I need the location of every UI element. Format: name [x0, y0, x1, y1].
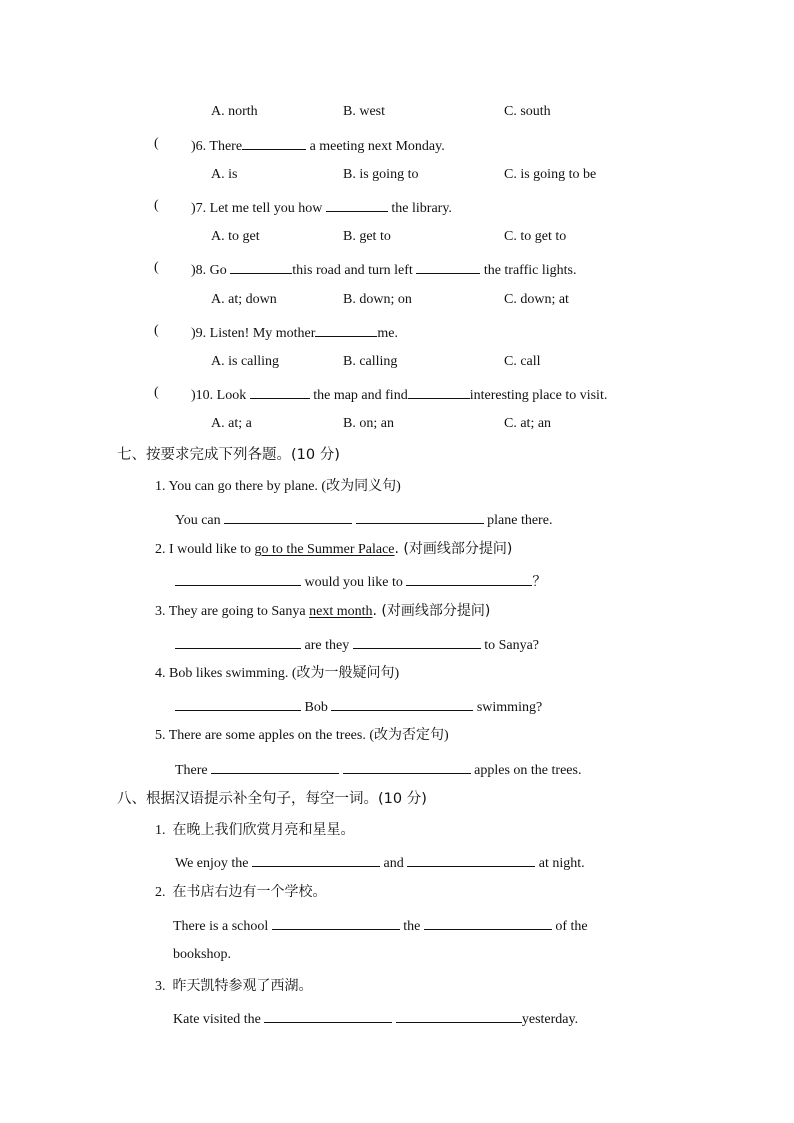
s7-item-5-answer [175, 759, 581, 780]
s7-item-2-answer [175, 571, 546, 592]
s8-item-3-number: 3. [155, 979, 166, 994]
q9-option-b: B. calling [343, 354, 398, 369]
s7-item-5-text: There [175, 763, 212, 778]
s8-item-3-blank-2[interactable] [396, 1008, 522, 1023]
q7-text: )7. Let me tell you how [191, 201, 326, 216]
s7-item-4-text: Bob [301, 700, 332, 715]
s8-item-1-chinese: 在晚上我们欣赏月亮和星星。 [172, 822, 355, 838]
q9-stem [191, 322, 398, 343]
q6-option-c: C. is going to be [504, 167, 597, 182]
s8-item-3-prompt [155, 977, 313, 996]
q5-option-a: A. north [211, 104, 258, 119]
s8-item-2-answer [173, 915, 588, 936]
s7-item-1-blank-2[interactable] [356, 509, 484, 524]
q9-paren: ( [154, 323, 159, 338]
s8-item-2-number: 2. [155, 885, 166, 900]
q9-text-end: me. [377, 326, 399, 341]
s7-item-1-text: You can [175, 513, 225, 528]
s7-item-2-blank-1[interactable] [175, 571, 301, 586]
q6-option-b: B. is going to [343, 167, 419, 182]
s7-item-3-blank-2[interactable] [353, 634, 481, 649]
s7-item-1-blank-1[interactable] [224, 509, 352, 524]
q6-stem [191, 135, 445, 156]
q9-blank[interactable] [315, 322, 377, 337]
q9-option-a: A. is calling [211, 354, 280, 369]
s7-item-3-instruction: . (对画线部分提问) [372, 603, 491, 619]
s8-item-1-number: 1. [155, 823, 166, 838]
q10-paren: ( [154, 385, 159, 400]
s8-item-2-answer-cont: bookshop. [173, 947, 231, 962]
s8-item-3-answer [173, 1008, 578, 1029]
section-7-title: 七、按要求完成下列各题。(10 分) [117, 447, 340, 463]
s7-item-3-text: 3. They are going to Sanya [155, 604, 310, 619]
q7-option-b: B. get to [343, 229, 391, 244]
q8-text: )8. Go [191, 263, 231, 278]
s8-item-2-blank-2[interactable] [424, 915, 552, 930]
q7-stem [191, 197, 452, 218]
q6-blank[interactable] [242, 135, 306, 150]
s7-item-1-text-end: plane there. [483, 513, 553, 528]
s8-item-1-answer [175, 852, 585, 873]
q8-blank-1[interactable] [230, 259, 292, 274]
q8-option-c: C. down; at [504, 292, 569, 307]
q8-option-a: A. at; down [211, 292, 277, 307]
q8-paren: ( [154, 260, 159, 275]
s7-item-2-text: would you like to [301, 575, 407, 590]
q8-text-mid: this road and turn left [292, 263, 417, 278]
s7-item-5-blank-1[interactable] [211, 759, 339, 774]
s8-item-1-blank-2[interactable] [407, 852, 535, 867]
q8-text-end: the traffic lights. [480, 263, 577, 278]
s7-item-4-blank-1[interactable] [175, 696, 301, 711]
s7-item-2-blank-2[interactable] [406, 571, 532, 586]
q6-text-end: a meeting next Monday. [306, 139, 445, 154]
q7-option-c: C. to get to [504, 229, 567, 244]
s8-item-1-text: We enjoy the [175, 856, 253, 871]
q6-text: )6. There [191, 139, 243, 154]
s8-item-1-blank-1[interactable] [252, 852, 380, 867]
s8-item-3-text: Kate visited the [173, 1012, 265, 1027]
s8-item-1-text-mid: and [380, 856, 408, 871]
q6-option-a: A. is [211, 167, 238, 182]
q10-blank-1[interactable] [250, 384, 310, 399]
q10-text-end: interesting place to visit. [469, 388, 608, 403]
s8-item-2-text-end: of the [551, 919, 588, 934]
q9-text: )9. Listen! My mother [191, 326, 316, 341]
s7-item-4-text-end: swimming? [473, 700, 543, 715]
s8-item-3-text-end: yesterday. [521, 1012, 579, 1027]
q6-paren: ( [154, 136, 159, 151]
s8-item-3-chinese: 昨天凯特参观了西湖。 [172, 978, 313, 994]
q5-option-b: B. west [343, 104, 385, 119]
s8-item-1-prompt [155, 821, 355, 840]
s7-item-2-instruction: . (对画线部分提问) [394, 541, 513, 557]
s8-item-2-text-mid: the [399, 919, 424, 934]
q7-text-end: the library. [387, 201, 452, 216]
q10-option-c: C. at; an [504, 416, 552, 431]
q5-option-c: C. south [504, 104, 551, 119]
s7-item-3-answer [175, 634, 539, 655]
q10-option-a: A. at; a [211, 416, 252, 431]
s7-item-3-question [155, 602, 490, 621]
s7-item-4-question: 4. Bob likes swimming. (改为一般疑问句) [155, 666, 400, 681]
s7-item-5-text-end: apples on the trees. [470, 763, 582, 778]
q10-blank-2[interactable] [408, 384, 470, 399]
q10-stem [191, 384, 607, 405]
s7-item-4-answer [175, 696, 542, 717]
s7-item-3-text: are they [301, 638, 353, 653]
q8-blank-2[interactable] [416, 259, 480, 274]
s8-item-2-text: There is a school [173, 919, 272, 934]
q7-paren: ( [154, 198, 159, 213]
s7-item-2-underlined: go to the Summer Palace [254, 542, 395, 557]
s7-item-4-blank-2[interactable] [331, 696, 473, 711]
q7-option-a: A. to get [211, 229, 260, 244]
q10-option-b: B. on; an [343, 416, 394, 431]
q10-text-mid: the map and find [309, 388, 408, 403]
s7-item-1-answer [175, 509, 552, 530]
q10-text: )10. Look [191, 388, 250, 403]
s7-item-1-question: 1. You can go there by plane. (改为同义句) [155, 479, 401, 494]
s8-item-2-chinese: 在书店右边有一个学校。 [172, 884, 327, 900]
s8-item-2-blank-1[interactable] [272, 915, 400, 930]
s7-item-2-text: 2. I would like to [155, 542, 255, 557]
q8-option-b: B. down; on [343, 292, 412, 307]
s7-item-3-text-end: to Sanya? [480, 638, 540, 653]
s7-item-5-question: 5. There are some apples on the trees. (改为否定句) [155, 728, 449, 743]
s7-item-5-blank-2[interactable] [343, 759, 471, 774]
section-8-title: 八、根据汉语提示补全句子，每空一词。(10 分) [117, 791, 427, 807]
s8-item-1-text-end: at night. [535, 856, 585, 871]
q9-option-c: C. call [504, 354, 541, 369]
q7-blank[interactable] [326, 197, 388, 212]
s7-item-3-blank-1[interactable] [175, 634, 301, 649]
s7-item-2-question [155, 540, 512, 559]
s8-item-3-blank-1[interactable] [264, 1008, 392, 1023]
s7-item-3-underlined: next month [309, 604, 373, 619]
s7-item-2-qmark: ？ [532, 575, 547, 590]
q8-stem [191, 259, 576, 280]
s8-item-2-prompt [155, 883, 327, 902]
